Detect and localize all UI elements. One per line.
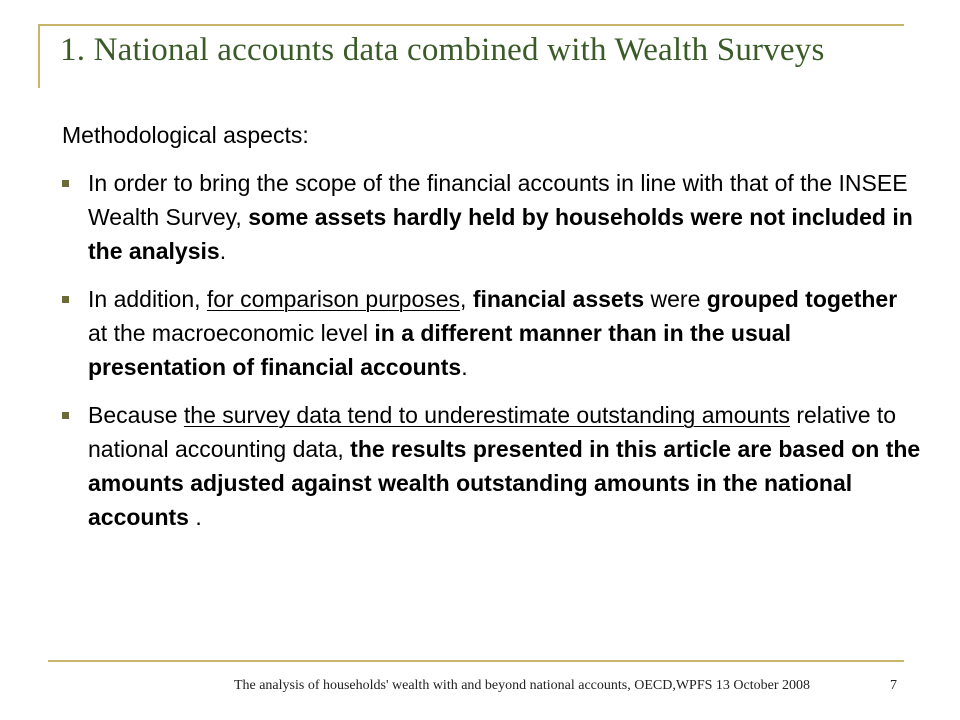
bullet-item-scope <box>62 166 922 268</box>
bullet-text: . <box>461 354 468 380</box>
square-bullet-icon <box>62 296 69 303</box>
bullet-text: were <box>644 286 707 312</box>
bullet-emphasis: the results presented in this article are based on the amounts adjusted against wealth outstanding amounts in the national accounts <box>88 436 921 530</box>
square-bullet-icon <box>62 412 69 419</box>
bullet-emphasis: grouped together <box>706 286 898 312</box>
bullet-underlined: the survey data tend to underestimate outstanding amounts <box>183 402 790 428</box>
top-rule <box>38 24 904 26</box>
slide-title: 1. National accounts data combined with Wealth Surveys <box>60 32 825 68</box>
bullet-text: Because <box>88 402 184 428</box>
footer-text: The analysis of households' wealth with and beyond national accounts, OECD,WPFS 13 October 2008 <box>233 678 810 693</box>
bullet-text: at the macroeconomic level <box>88 320 375 346</box>
bullet-item-adjustment <box>62 398 922 534</box>
bullet-text: , <box>460 286 473 312</box>
slide-content <box>62 118 922 548</box>
intro-text: Methodological aspects: <box>62 122 309 148</box>
bullet-emphasis: some assets hardly held by households were not included in the analysis <box>88 204 913 264</box>
bottom-rule <box>48 660 904 662</box>
bullet-emphasis: financial assets <box>472 286 645 312</box>
bullet-text: . <box>219 238 227 264</box>
bullet-text: . <box>188 504 202 530</box>
page-number: 7 <box>890 678 897 693</box>
bullet-emphasis: in a different manner than in the usual presentation of financial accounts <box>88 320 791 380</box>
left-rule <box>38 24 40 88</box>
bullet-underlined: for comparison purposes <box>206 286 461 312</box>
square-bullet-icon <box>62 180 69 187</box>
bullet-text: relative to national accounting data, <box>88 402 897 462</box>
bullet-item-grouping <box>62 282 922 384</box>
bullet-text: In addition, <box>88 286 207 312</box>
bullet-list <box>62 166 922 534</box>
bullet-text: In order to bring the scope of the financial accounts in line with that of the INSEE Wealth Survey, <box>88 170 908 230</box>
